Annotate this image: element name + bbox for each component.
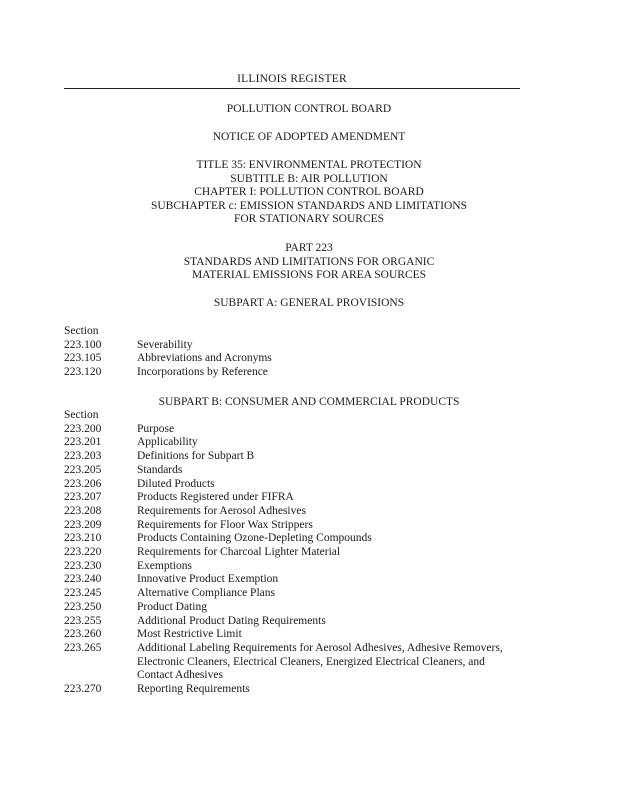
toc-row <box>64 478 564 492</box>
section-title: Requirements for Floor Wax Strippers <box>137 518 313 531</box>
section-number: 223.255 <box>64 614 102 627</box>
chapter-line: CHAPTER I: POLLUTION CONTROL BOARD <box>194 186 424 199</box>
toc-row <box>64 352 564 366</box>
section-title: Most Restrictive Limit <box>137 628 242 641</box>
section-number: 223.207 <box>64 491 102 504</box>
section-number: 223.265 <box>64 641 102 654</box>
section-title: Abbreviations and Acronyms <box>137 352 272 365</box>
subpart-b-toc <box>64 409 564 697</box>
section-number: 223.205 <box>64 463 102 476</box>
title-block <box>0 159 618 227</box>
section-title: Reporting Requirements <box>137 683 250 696</box>
section-number: 223.260 <box>64 628 102 641</box>
toc-row <box>64 436 564 450</box>
section-title: Exemptions <box>137 559 192 572</box>
subpart-b-heading: SUBPART B: CONSUMER AND COMMERCIAL PRODUCTS <box>158 396 460 408</box>
toc-row <box>64 601 564 615</box>
toc-row <box>64 491 564 505</box>
section-number: 223.120 <box>64 366 102 379</box>
section-title: Standards <box>137 463 183 476</box>
toc-row <box>64 628 564 642</box>
toc-row <box>64 339 564 353</box>
part-title-line-1: STANDARDS AND LIMITATIONS FOR ORGANIC <box>183 255 435 268</box>
section-number: 223.245 <box>64 587 102 600</box>
toc-row <box>64 464 564 478</box>
section-title: Products Registered under FIFRA <box>137 491 294 504</box>
section-number: 223.209 <box>64 518 102 531</box>
toc-row <box>64 532 564 546</box>
register-title: ILLINOIS REGISTER <box>237 73 347 85</box>
toc-row <box>64 615 564 629</box>
section-title: Diluted Products <box>137 477 215 490</box>
subpart-a-heading: SUBPART A: GENERAL PROVISIONS <box>213 297 405 309</box>
section-title: Requirements for Aerosol Adhesives <box>137 504 306 517</box>
part-title-line-2: MATERIAL EMISSIONS FOR AREA SOURCES <box>191 269 427 282</box>
section-title: Requirements for Charcoal Lighter Material <box>137 546 341 559</box>
section-number: 223.250 <box>64 600 102 613</box>
section-title: Innovative Product Exemption <box>137 573 279 586</box>
section-title: Definitions for Subpart B <box>137 450 255 463</box>
section-number: 223.201 <box>64 436 102 449</box>
toc-row <box>64 642 564 656</box>
section-title: Incorporations by Reference <box>137 366 268 379</box>
section-title: Applicability <box>137 436 198 449</box>
section-number: 223.270 <box>64 683 102 696</box>
section-label: Section <box>64 409 99 421</box>
toc-row <box>64 366 564 380</box>
title-line: TITLE 35: ENVIRONMENTAL PROTECTION <box>196 159 422 171</box>
section-title: Purpose <box>137 422 175 435</box>
section-number: 223.203 <box>64 450 102 463</box>
section-title: Products Containing Ozone-Depleting Compounds <box>137 532 372 545</box>
section-number: 223.240 <box>64 573 102 586</box>
part-block <box>0 242 618 283</box>
register-header <box>64 73 520 89</box>
section-title: Additional Labeling Requirements for Aerosol Adhesives, Adhesive Removers, <box>137 641 503 654</box>
section-number: 223.200 <box>64 422 102 435</box>
section-number: 223.220 <box>64 546 102 559</box>
section-title: Severability <box>137 338 193 351</box>
notice-title: NOTICE OF ADOPTED AMENDMENT <box>212 131 406 143</box>
section-label: Section <box>64 325 99 337</box>
header-rule <box>64 88 520 89</box>
toc-row-continuation <box>64 656 564 670</box>
subpart-a-toc <box>64 325 564 380</box>
agency-name: POLLUTION CONTROL BOARD <box>226 103 392 115</box>
section-title-continuation: Contact Adhesives <box>137 669 223 682</box>
toc-row <box>64 450 564 464</box>
section-title-continuation: Electronic Cleaners, Electrical Cleaners, Energized Electrical Cleaners, and <box>137 655 485 668</box>
toc-row <box>64 683 564 697</box>
toc-row <box>64 546 564 560</box>
section-number: 223.230 <box>64 559 102 572</box>
section-title: Additional Product Dating Requirements <box>137 614 326 627</box>
section-title: Alternative Compliance Plans <box>137 587 275 600</box>
subchapter-line-2: FOR STATIONARY SOURCES <box>233 213 385 226</box>
part-number: PART 223 <box>285 242 333 254</box>
section-number: 223.100 <box>64 338 102 351</box>
section-number: 223.210 <box>64 532 102 545</box>
section-number: 223.105 <box>64 352 102 365</box>
subchapter-line: SUBCHAPTER c: EMISSION STANDARDS AND LIMITATIONS <box>150 199 468 212</box>
toc-row <box>64 519 564 533</box>
toc-row <box>64 573 564 587</box>
section-title: Product Dating <box>137 600 207 613</box>
section-number: 223.208 <box>64 504 102 517</box>
toc-row <box>64 587 564 601</box>
toc-row <box>64 560 564 574</box>
subtitle-line: SUBTITLE B: AIR POLLUTION <box>230 172 388 185</box>
toc-row <box>64 423 564 437</box>
section-number: 223.206 <box>64 477 102 490</box>
toc-row <box>64 505 564 519</box>
toc-row-continuation <box>64 669 564 683</box>
